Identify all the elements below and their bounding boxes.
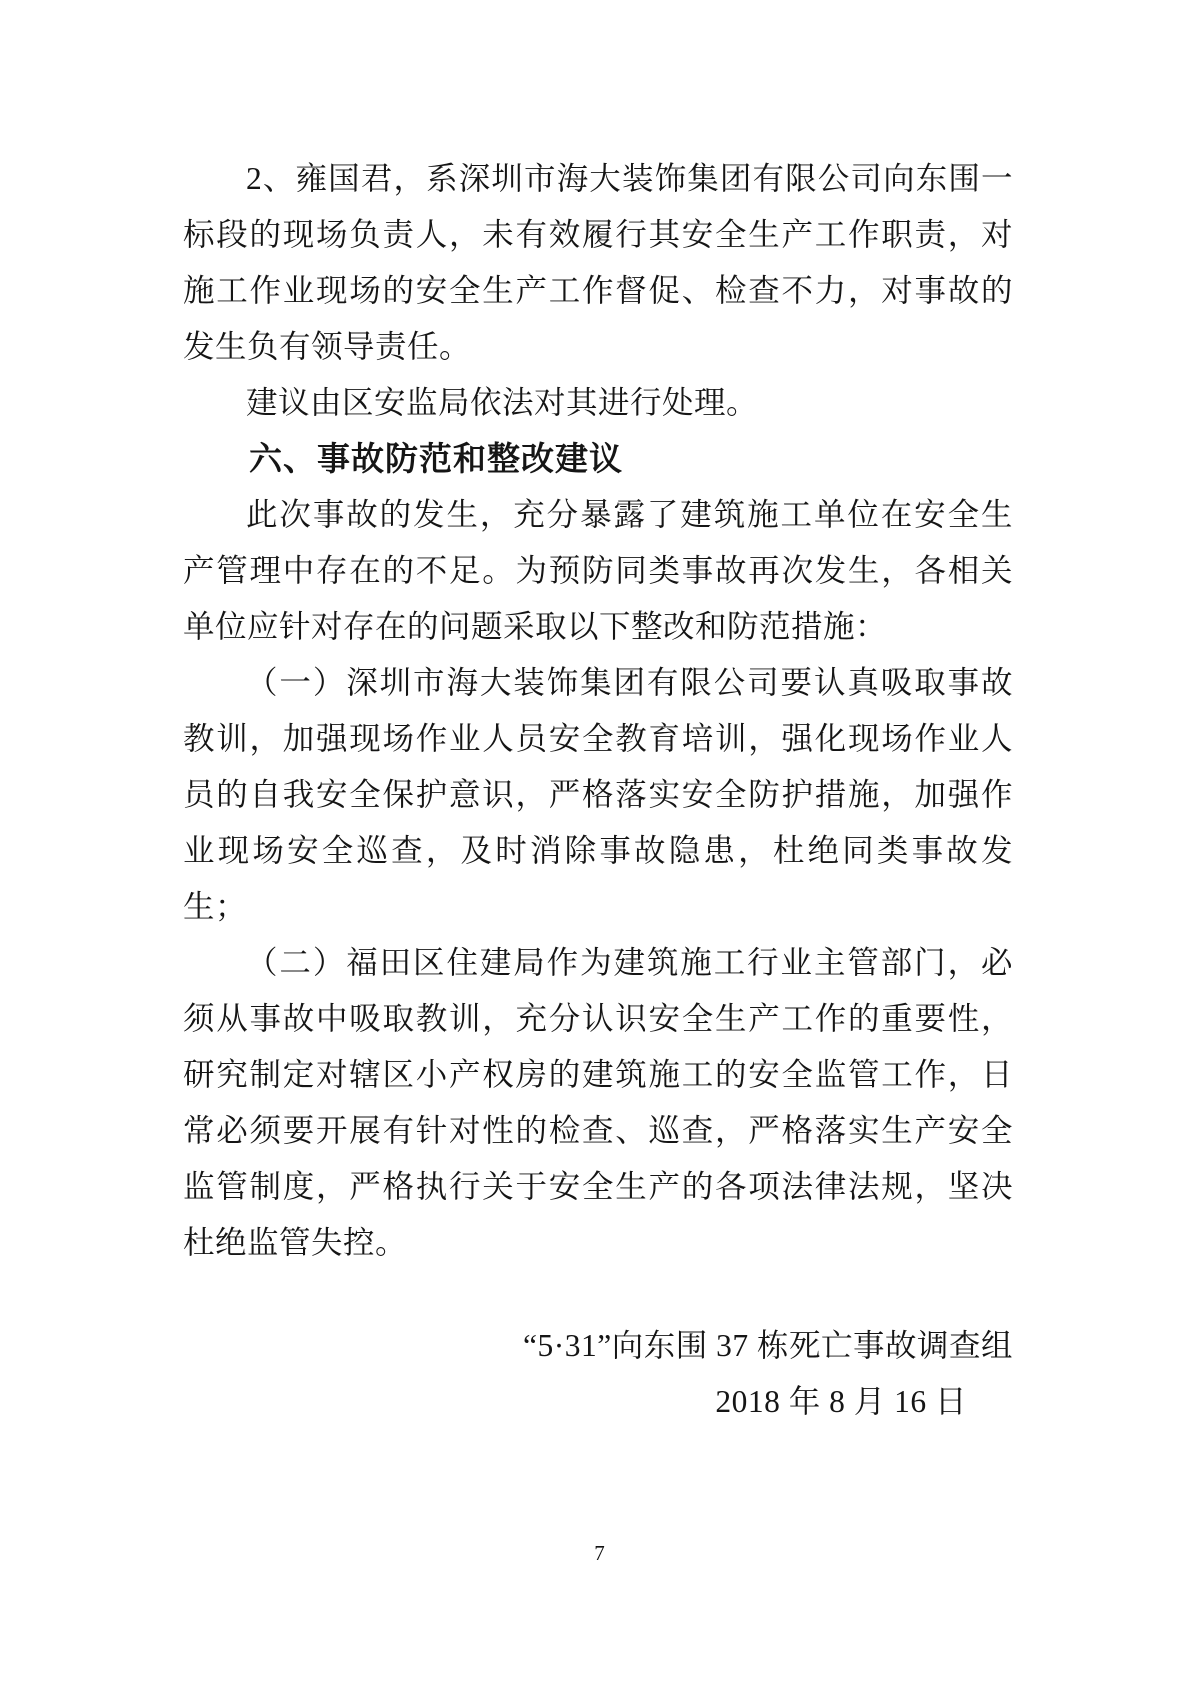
section-heading-prevention-and-rectification: 六、事故防范和整改建议 [249, 440, 623, 477]
signature-block [183, 1318, 1013, 1430]
paragraph-responsibility-yongguojun: 2、雍国君，系深圳市海大装饰集团有限公司向东围一标段的现场负责人，未有效履行其安全生产工作职责，对施工作业现场的安全生产工作督促、检查不力，对事故的发生负有领导责任。 [183, 161, 1013, 364]
paragraph-measure-two: （二）福田区住建局作为建筑施工行业主管部门，必须从事故中吸取教训，充分认识安全生产工作的重要性，研究制定对辖区小产权房的建筑施工的安全监管工作，日常必须要开展有针对性的检查、巡查，严格落实生产安全监管制度，严格执行关于安全生产的各项法律法规，坚决杜绝监管失控。 [183, 945, 1013, 1260]
page-number: 7 [594, 1541, 605, 1565]
paragraph-measure-one: （一）深圳市海大装饰集团有限公司要认真吸取事故教训，加强现场作业人员安全教育培训，强化现场作业人员的自我安全保护意识，严格落实安全防护措施，加强作业现场安全巡查，及时消除事故隐患，杜绝同类事故发生； [183, 665, 1013, 924]
document-body [183, 151, 1013, 1271]
signature-org-line: “5·31”向东围 37 栋死亡事故调查组 [523, 1328, 1013, 1363]
signature-date-line: 2018 年 8 月 16 日 [715, 1384, 967, 1419]
paragraph-lessons-overview: 此次事故的发生，充分暴露了建筑施工单位在安全生产管理中存在的不足。为预防同类事故再次发生，各相关单位应针对存在的问题采取以下整改和防范措施： [183, 497, 1013, 644]
paragraph-handling-recommendation: 建议由区安监局依法对其进行处理。 [246, 385, 759, 420]
